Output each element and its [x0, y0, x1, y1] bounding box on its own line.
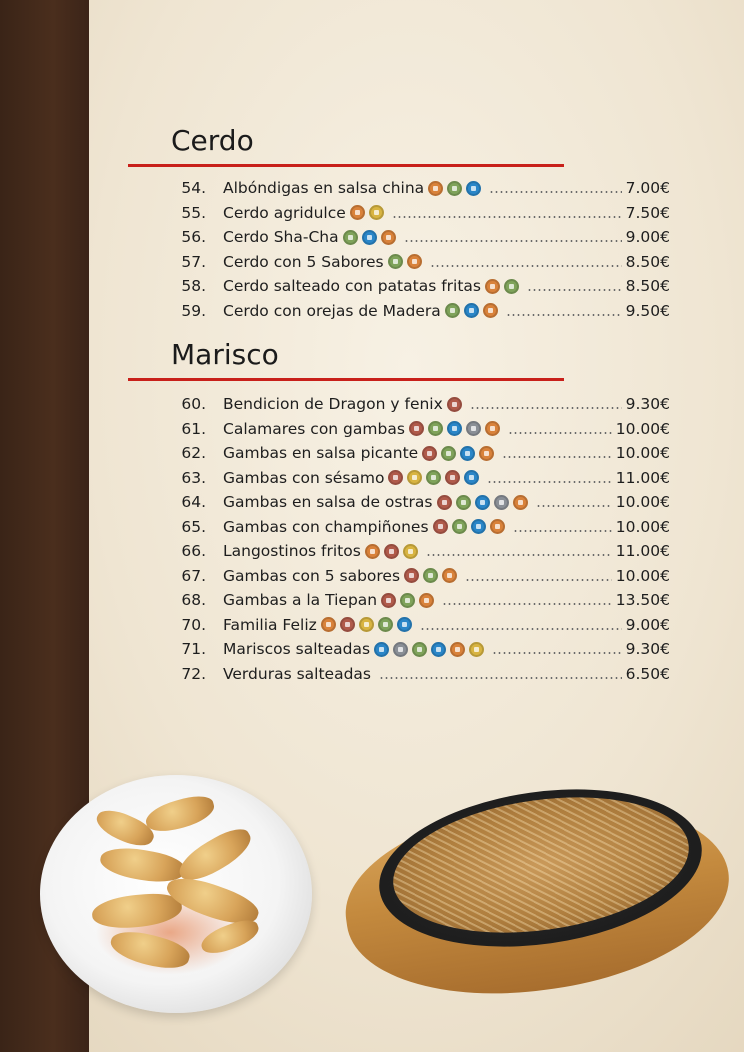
menu-item [0, 250, 744, 274]
rice-icon [466, 181, 481, 196]
menu-item-name: Calamares con gambas [223, 419, 405, 438]
menu-item [0, 274, 744, 298]
vegetable-icon [447, 181, 462, 196]
vegetable-icon [343, 230, 358, 245]
menu-item-name-wrap [223, 392, 466, 417]
menu-item-price: 6.50€ [625, 664, 670, 683]
grey-icon [466, 421, 481, 436]
grey-icon [393, 642, 408, 657]
pork-icon [479, 446, 494, 461]
dot-leader [536, 505, 612, 507]
rice-icon [374, 642, 389, 657]
menu-item-icons [365, 540, 422, 564]
menu-item-name-wrap [223, 176, 485, 201]
dot-leader [392, 216, 622, 218]
menu-item-price: 8.50€ [625, 277, 670, 295]
menu-item-number: 59. [181, 301, 206, 320]
pork-icon [485, 421, 500, 436]
section-title-marisco: Marisco [171, 338, 279, 371]
menu-item-name-wrap [223, 539, 422, 564]
menu-item [0, 176, 744, 200]
menu-item-number: 67. [181, 566, 206, 585]
menu-item-name: Cerdo con orejas de Madera [223, 301, 441, 320]
menu-item-name: Gambas con champiñones [223, 517, 429, 536]
vegetable-icon [441, 446, 456, 461]
menu-item-icons [485, 275, 523, 299]
menu-item-price: 7.00€ [625, 179, 670, 197]
rice-icon [460, 446, 475, 461]
grey-icon [494, 495, 509, 510]
pork-icon [442, 568, 457, 583]
menu-item [0, 490, 744, 514]
menu-item-number: 70. [181, 615, 206, 634]
menu-item-icons [321, 613, 416, 637]
menu-item-number: 60. [181, 395, 206, 413]
pork-icon [419, 593, 434, 608]
menu-item-number: 63. [181, 468, 206, 487]
pork-icon [365, 544, 380, 559]
menu-item-icons [350, 201, 388, 225]
sweet-icon [469, 642, 484, 657]
seafood-icon [388, 470, 403, 485]
pork-icon [350, 205, 365, 220]
sweet-icon [403, 544, 418, 559]
dot-leader [404, 240, 622, 242]
rice-icon [471, 519, 486, 534]
dot-leader [442, 603, 612, 605]
vegetable-icon [423, 568, 438, 583]
seafood-icon [409, 421, 424, 436]
pork-icon [483, 303, 498, 318]
menu-item-name: Mariscos salteadas [223, 640, 371, 658]
seafood-icon [447, 397, 462, 412]
menu-item-name-wrap [223, 441, 498, 466]
menu-item-name: Cerdo agridulce [223, 203, 346, 222]
menu-item-price: 7.50€ [625, 203, 670, 222]
seafood-icon [340, 617, 355, 632]
menu-item-name: Gambas a la Tiepan [223, 591, 378, 609]
menu-item [0, 417, 744, 441]
seafood-icon [437, 495, 452, 510]
menu-item-number: 64. [181, 493, 206, 511]
menu-item-name-wrap [223, 466, 483, 491]
sweet-icon [369, 205, 384, 220]
menu-item-price: 11.00€ [615, 542, 670, 560]
menu-item-price: 9.00€ [625, 615, 670, 634]
dot-leader [527, 289, 622, 291]
menu-item [0, 466, 744, 490]
menu-item-price: 10.00€ [615, 444, 670, 462]
menu-item-icons [343, 226, 400, 250]
menu-item-number: 56. [181, 228, 206, 246]
menu-item-name: Gambas en salsa picante [223, 444, 419, 462]
menu-item [0, 201, 744, 225]
menu-item [0, 441, 744, 465]
seafood-icon [422, 446, 437, 461]
menu-item [0, 225, 744, 249]
rice-icon [464, 470, 479, 485]
menu-item-name-wrap [223, 515, 509, 540]
vegetable-icon [504, 279, 519, 294]
menu-item-number: 55. [181, 203, 206, 222]
dot-leader [492, 652, 622, 654]
menu-item-name-wrap [223, 588, 438, 613]
rice-icon [362, 230, 377, 245]
seafood-icon [384, 544, 399, 559]
menu-item-name: Gambas en salsa de ostras [223, 493, 433, 511]
vegetable-icon [426, 470, 441, 485]
menu-item-name: Bendicion de Dragon y fenix [223, 395, 443, 413]
menu-item-price: 13.50€ [615, 591, 670, 609]
pork-icon [490, 519, 505, 534]
menu-item-number: 68. [181, 591, 206, 609]
pork-icon [450, 642, 465, 657]
dot-leader [513, 530, 612, 532]
menu-item-name: Cerdo salteado con patatas fritas [223, 277, 481, 295]
menu-item-price: 9.50€ [625, 301, 670, 320]
menu-item-number: 57. [181, 252, 206, 271]
seafood-icon [445, 470, 460, 485]
sweet-icon [407, 470, 422, 485]
menu-item [0, 637, 744, 661]
pork-icon [381, 230, 396, 245]
pork-icon [513, 495, 528, 510]
menu-item-price: 9.30€ [625, 640, 670, 658]
menu-item-number: 72. [181, 664, 206, 683]
menu-item [0, 662, 744, 686]
menu-item-name-wrap [223, 490, 532, 515]
vegetable-icon [388, 254, 403, 269]
dot-leader [420, 628, 622, 630]
menu-item [0, 515, 744, 539]
menu-item-price: 10.00€ [615, 493, 670, 511]
menu-item-name: Cerdo Sha-Cha [223, 228, 339, 246]
menu-item-name: Albóndigas en salsa china [223, 179, 425, 197]
menu-item-name-wrap [223, 662, 375, 686]
menu-item-icons [447, 393, 466, 417]
vegetable-icon [428, 421, 443, 436]
dot-leader [502, 456, 612, 458]
vegetable-icon [378, 617, 393, 632]
pork-icon [407, 254, 422, 269]
vegetable-icon [400, 593, 415, 608]
menu-item-icons [409, 417, 504, 441]
menu-item-number: 65. [181, 517, 206, 536]
menu-item-name: Gambas con 5 sabores [223, 566, 401, 585]
menu-item-name: Gambas con sésamo [223, 468, 385, 487]
menu-item-name-wrap [223, 564, 461, 589]
menu-item-price: 10.00€ [615, 419, 670, 438]
menu-item-icons [404, 564, 461, 588]
rice-icon [397, 617, 412, 632]
menu-item-name: Familia Feliz [223, 615, 317, 634]
dot-leader [506, 314, 622, 316]
menu-item-icons [388, 250, 426, 274]
menu-item-icons [374, 638, 488, 662]
seafood-icon [404, 568, 419, 583]
dot-leader [465, 579, 612, 581]
seafood-icon [433, 519, 448, 534]
dot-leader [426, 554, 612, 556]
menu-item [0, 299, 744, 323]
menu-item-icons [445, 299, 502, 323]
menu-item-name: Cerdo con 5 Sabores [223, 252, 384, 271]
sweet-icon [359, 617, 374, 632]
menu-item-icons [381, 589, 438, 613]
pork-icon [485, 279, 500, 294]
menu-item-icons [428, 177, 485, 201]
menu-item-name-wrap [223, 250, 426, 275]
seafood-icon [381, 593, 396, 608]
menu-item-number: 61. [181, 419, 206, 438]
menu-item-number: 58. [181, 277, 206, 295]
menu-item-name-wrap [223, 225, 400, 250]
vegetable-icon [412, 642, 427, 657]
rice-icon [475, 495, 490, 510]
dot-leader [487, 481, 611, 483]
menu-item-icons [433, 515, 509, 539]
vegetable-icon [452, 519, 467, 534]
rice-icon [464, 303, 479, 318]
menu-item [0, 613, 744, 637]
dot-leader [470, 407, 622, 409]
vegetable-icon [456, 495, 471, 510]
menu-item [0, 392, 744, 416]
menu-item-price: 10.00€ [615, 517, 670, 536]
menu-item-icons [437, 491, 532, 515]
section-rule-marisco [128, 378, 564, 381]
menu-item-price: 9.00€ [625, 228, 670, 246]
dot-leader [430, 265, 622, 267]
menu-item-price: 10.00€ [615, 566, 670, 585]
menu-item [0, 564, 744, 588]
dot-leader [508, 432, 612, 434]
menu-item-price: 8.50€ [625, 252, 670, 271]
section-title-cerdo: Cerdo [171, 124, 254, 157]
menu-item-name-wrap [223, 201, 388, 226]
menu-item-name-wrap [223, 299, 502, 324]
menu-item-name: Verduras salteadas [223, 664, 371, 683]
menu-item-number: 62. [181, 444, 206, 462]
menu-item-name-wrap [223, 417, 504, 442]
menu-item [0, 539, 744, 563]
rice-icon [447, 421, 462, 436]
menu-item-price: 11.00€ [615, 468, 670, 487]
menu-item-name: Langostinos fritos [223, 542, 361, 560]
menu-item-number: 66. [181, 542, 206, 560]
menu-item-icons [388, 466, 483, 490]
menu-item-name-wrap [223, 613, 416, 638]
menu-item [0, 588, 744, 612]
vegetable-icon [445, 303, 460, 318]
menu-item-name-wrap [223, 637, 488, 662]
menu-item-price: 9.30€ [625, 395, 670, 413]
menu-item-number: 71. [181, 640, 206, 658]
dot-leader [379, 677, 622, 679]
rice-icon [431, 642, 446, 657]
section-rule-cerdo [128, 164, 564, 167]
menu-item-number: 54. [181, 179, 206, 197]
pork-icon [428, 181, 443, 196]
menu-item-icons [422, 442, 498, 466]
dot-leader [489, 191, 621, 193]
menu-item-name-wrap [223, 274, 523, 299]
pork-icon [321, 617, 336, 632]
